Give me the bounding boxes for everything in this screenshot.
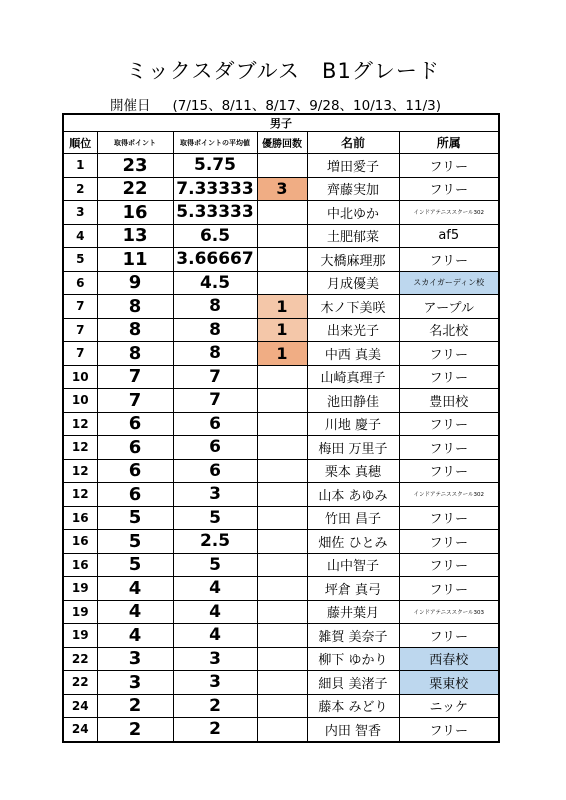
rank-cell: 19	[63, 600, 97, 624]
points-cell: 11	[97, 248, 173, 272]
rank-cell: 22	[63, 647, 97, 671]
points-cell: 4	[97, 600, 173, 624]
table-row	[63, 624, 499, 648]
average-cell: 5.75	[173, 154, 257, 178]
header-name: 名前	[307, 132, 399, 154]
wins-cell	[257, 483, 307, 507]
table-row	[63, 483, 499, 507]
name-cell: 柳下 ゆかり	[307, 647, 399, 671]
points-cell: 4	[97, 624, 173, 648]
average-cell: 5	[173, 553, 257, 577]
name-cell: 土肥郁菜	[307, 224, 399, 248]
average-cell: 5	[173, 506, 257, 530]
affiliation-cell: フリー	[399, 436, 499, 460]
wins-cell	[257, 694, 307, 718]
affiliation-cell: フリー	[399, 248, 499, 272]
wins-cell: 1	[257, 318, 307, 342]
points-cell: 16	[97, 201, 173, 225]
name-cell: 増田愛子	[307, 154, 399, 178]
wins-cell	[257, 389, 307, 413]
table-row	[63, 694, 499, 718]
wins-cell	[257, 718, 307, 742]
affiliation-cell: 豊田校	[399, 389, 499, 413]
page-title: ミックスダブルス B1グレード	[126, 59, 440, 83]
affiliation-cell: インドアテニススクール303	[399, 600, 499, 624]
affiliation-cell: スカイガーディン校	[399, 271, 499, 295]
table-row	[63, 647, 499, 671]
header-average: 取得ポイントの平均値	[173, 132, 257, 154]
table-row	[63, 671, 499, 695]
average-cell: 7	[173, 389, 257, 413]
affiliation-cell: フリー	[399, 459, 499, 483]
average-cell: 4.5	[173, 271, 257, 295]
name-cell: 山本 あゆみ	[307, 483, 399, 507]
name-cell: 川地 慶子	[307, 412, 399, 436]
table-row	[63, 271, 499, 295]
wins-cell	[257, 624, 307, 648]
affiliation-cell: 栗東校	[399, 671, 499, 695]
points-cell: 7	[97, 365, 173, 389]
name-cell: 藤井葉月	[307, 600, 399, 624]
name-cell: 山中智子	[307, 553, 399, 577]
name-cell: 齊藤実加	[307, 177, 399, 201]
affiliation-cell: フリー	[399, 412, 499, 436]
average-cell: 3	[173, 671, 257, 695]
name-cell: 畑佐 ひとみ	[307, 530, 399, 554]
name-cell: 山崎真理子	[307, 365, 399, 389]
wins-cell	[257, 647, 307, 671]
rank-cell: 24	[63, 694, 97, 718]
affiliation-cell: 名北校	[399, 318, 499, 342]
table-row	[63, 459, 499, 483]
rank-cell: 6	[63, 271, 97, 295]
average-cell: 7	[173, 365, 257, 389]
rank-cell: 16	[63, 506, 97, 530]
average-cell: 3.66667	[173, 248, 257, 272]
name-cell: 月成優美	[307, 271, 399, 295]
wins-cell	[257, 154, 307, 178]
average-cell: 5.33333	[173, 201, 257, 225]
wins-cell	[257, 412, 307, 436]
points-cell: 6	[97, 483, 173, 507]
rank-cell: 19	[63, 577, 97, 601]
wins-cell	[257, 436, 307, 460]
rank-cell: 2	[63, 177, 97, 201]
affiliation-cell: ニッケ	[399, 694, 499, 718]
rank-cell: 1	[63, 154, 97, 178]
average-cell: 8	[173, 295, 257, 319]
points-cell: 8	[97, 295, 173, 319]
affiliation-cell: フリー	[399, 506, 499, 530]
points-cell: 23	[97, 154, 173, 178]
wins-cell: 1	[257, 295, 307, 319]
points-cell: 2	[97, 718, 173, 742]
table-row	[63, 224, 499, 248]
name-cell: 坪倉 真弓	[307, 577, 399, 601]
points-cell: 22	[97, 177, 173, 201]
points-cell: 5	[97, 506, 173, 530]
average-cell: 8	[173, 318, 257, 342]
average-cell: 6	[173, 459, 257, 483]
affiliation-cell: インドアテニススクール302	[399, 483, 499, 507]
rank-cell: 12	[63, 436, 97, 460]
name-cell: 中北ゆか	[307, 201, 399, 225]
points-cell: 6	[97, 436, 173, 460]
event-dates-value: (7/15、8/11、8/17、9/28、10/13、11/3)	[172, 98, 442, 114]
wins-cell: 1	[257, 342, 307, 366]
average-cell: 4	[173, 600, 257, 624]
rank-cell: 7	[63, 318, 97, 342]
points-cell: 9	[97, 271, 173, 295]
name-cell: 内田 智香	[307, 718, 399, 742]
wins-cell	[257, 577, 307, 601]
table-row	[63, 412, 499, 436]
table-row	[63, 600, 499, 624]
rank-cell: 24	[63, 718, 97, 742]
points-cell: 4	[97, 577, 173, 601]
header-points: 取得ポイント	[97, 132, 173, 154]
affiliation-cell: フリー	[399, 154, 499, 178]
affiliation-cell: フリー	[399, 553, 499, 577]
table-row	[63, 248, 499, 272]
table-row	[63, 201, 499, 225]
wins-cell	[257, 530, 307, 554]
points-cell: 5	[97, 553, 173, 577]
rank-cell: 12	[63, 412, 97, 436]
average-cell: 3	[173, 647, 257, 671]
table-row	[63, 154, 499, 178]
points-cell: 7	[97, 389, 173, 413]
points-cell: 8	[97, 342, 173, 366]
average-cell: 4	[173, 577, 257, 601]
rank-cell: 12	[63, 483, 97, 507]
wins-cell	[257, 365, 307, 389]
rank-cell: 22	[63, 671, 97, 695]
points-cell: 8	[97, 318, 173, 342]
wins-cell	[257, 271, 307, 295]
average-cell: 6	[173, 436, 257, 460]
table-row	[63, 177, 499, 201]
affiliation-cell: フリー	[399, 530, 499, 554]
rank-cell: 7	[63, 295, 97, 319]
points-cell: 6	[97, 459, 173, 483]
wins-cell	[257, 224, 307, 248]
affiliation-cell: フリー	[399, 624, 499, 648]
header-affiliation: 所属	[399, 132, 499, 154]
name-cell: 藤本 みどり	[307, 694, 399, 718]
points-cell: 3	[97, 647, 173, 671]
affiliation-cell: フリー	[399, 342, 499, 366]
wins-cell	[257, 671, 307, 695]
affiliation-cell: インドアテニススクール302	[399, 201, 499, 225]
rank-cell: 5	[63, 248, 97, 272]
name-cell: 中西 真美	[307, 342, 399, 366]
name-cell: 栗本 真穂	[307, 459, 399, 483]
table-row	[63, 295, 499, 319]
affiliation-cell: af5	[399, 224, 499, 248]
wins-cell	[257, 553, 307, 577]
points-cell: 5	[97, 530, 173, 554]
table-row	[63, 577, 499, 601]
average-cell: 6	[173, 412, 257, 436]
average-cell: 3	[173, 483, 257, 507]
points-cell: 13	[97, 224, 173, 248]
wins-cell	[257, 201, 307, 225]
header-wins: 優勝回数	[257, 132, 307, 154]
affiliation-cell: フリー	[399, 577, 499, 601]
wins-cell	[257, 459, 307, 483]
average-cell: 2	[173, 694, 257, 718]
ranking-rows	[63, 154, 499, 742]
table-row	[63, 318, 499, 342]
wins-cell	[257, 506, 307, 530]
table-row	[63, 506, 499, 530]
rank-cell: 7	[63, 342, 97, 366]
rank-cell: 10	[63, 365, 97, 389]
ranking-table	[62, 113, 500, 743]
rank-cell: 4	[63, 224, 97, 248]
name-cell: 木ノ下美咲	[307, 295, 399, 319]
table-row	[63, 718, 499, 742]
wins-cell	[257, 248, 307, 272]
points-cell: 2	[97, 694, 173, 718]
section-heading: 男子	[63, 114, 499, 132]
event-dates-label: 開催日	[110, 98, 151, 114]
name-cell: 雑賀 美奈子	[307, 624, 399, 648]
table-row	[63, 553, 499, 577]
average-cell: 8	[173, 342, 257, 366]
affiliation-cell: フリー	[399, 718, 499, 742]
rank-cell: 19	[63, 624, 97, 648]
name-cell: 竹田 昌子	[307, 506, 399, 530]
header-rank: 順位	[63, 132, 97, 154]
average-cell: 2	[173, 718, 257, 742]
name-cell: 細貝 美渚子	[307, 671, 399, 695]
rank-cell: 12	[63, 459, 97, 483]
name-cell: 梅田 万里子	[307, 436, 399, 460]
average-cell: 6.5	[173, 224, 257, 248]
average-cell: 2.5	[173, 530, 257, 554]
affiliation-cell: フリー	[399, 365, 499, 389]
table-row	[63, 389, 499, 413]
table-row	[63, 342, 499, 366]
points-cell: 6	[97, 412, 173, 436]
name-cell: 池田静佳	[307, 389, 399, 413]
affiliation-cell: フリー	[399, 177, 499, 201]
rank-cell: 16	[63, 530, 97, 554]
event-dates	[110, 94, 441, 114]
rank-cell: 10	[63, 389, 97, 413]
table-row	[63, 530, 499, 554]
name-cell: 大橋麻理那	[307, 248, 399, 272]
table-row	[63, 436, 499, 460]
rank-cell: 16	[63, 553, 97, 577]
affiliation-cell: アープル	[399, 295, 499, 319]
wins-cell	[257, 600, 307, 624]
rank-cell: 3	[63, 201, 97, 225]
table-row	[63, 365, 499, 389]
affiliation-cell: 西春校	[399, 647, 499, 671]
average-cell: 7.33333	[173, 177, 257, 201]
average-cell: 4	[173, 624, 257, 648]
points-cell: 3	[97, 671, 173, 695]
wins-cell: 3	[257, 177, 307, 201]
name-cell: 出来光子	[307, 318, 399, 342]
